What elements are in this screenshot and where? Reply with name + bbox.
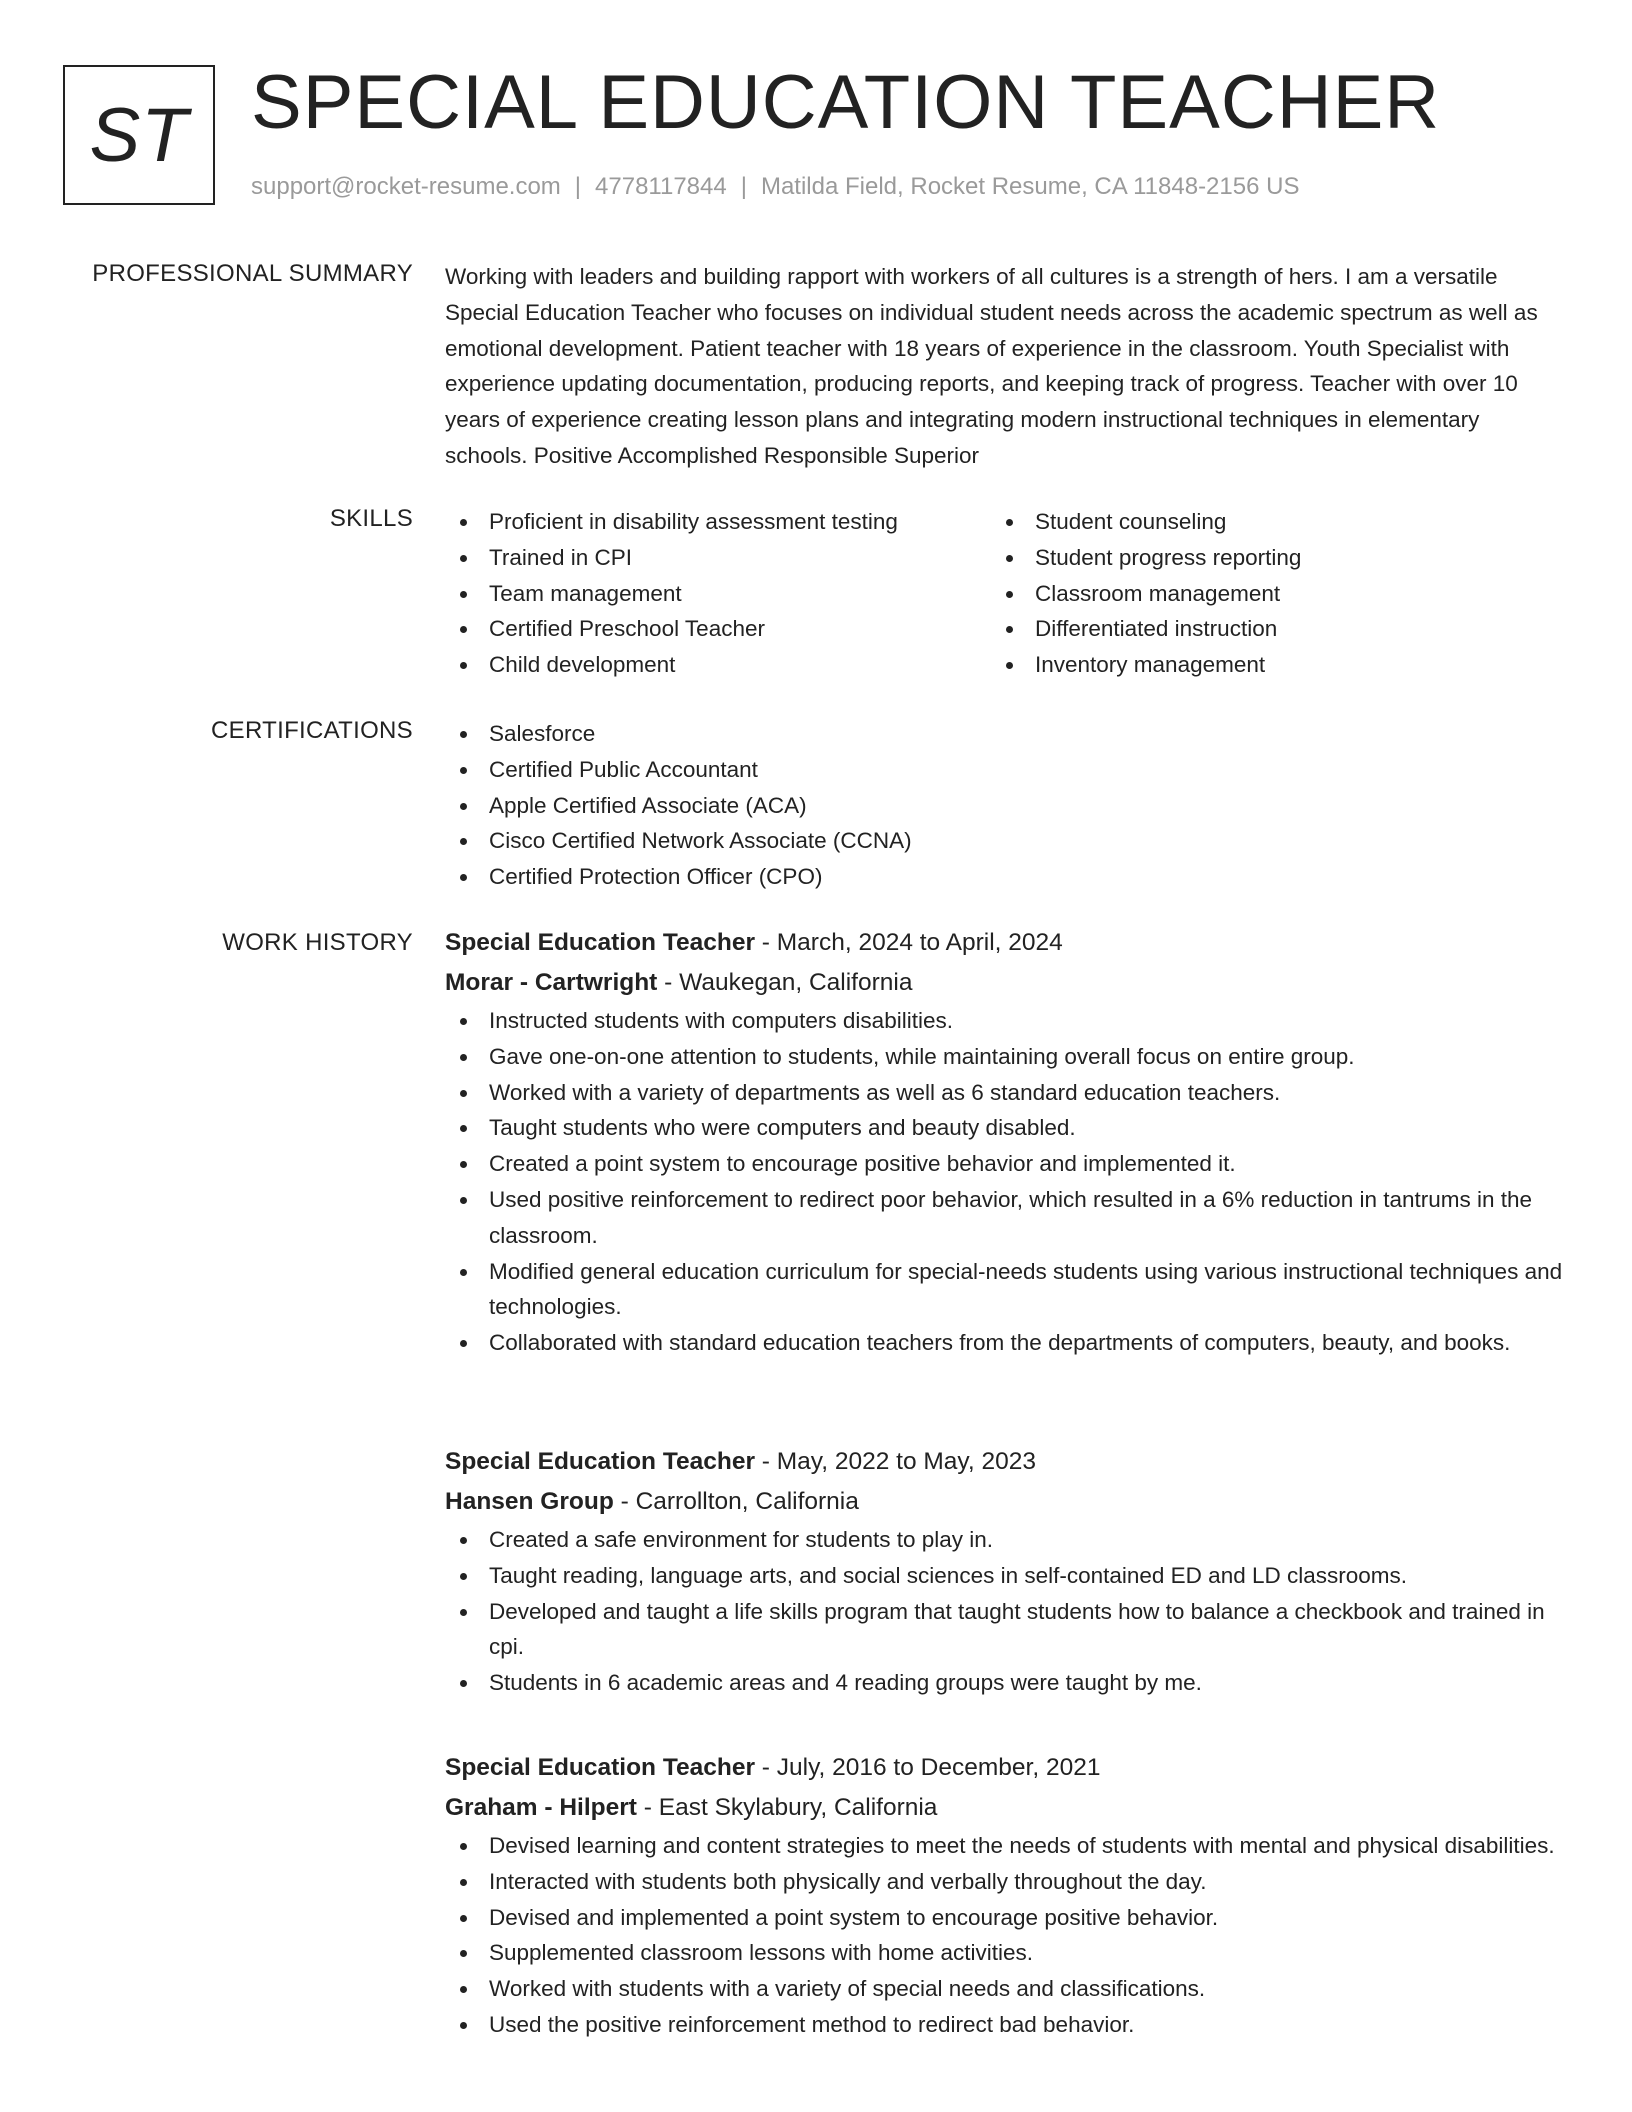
- job-duty-item: Devised learning and content strategies to meet the needs of students with mental and physical disabilities.: [445, 1828, 1555, 1864]
- summary-text: Working with leaders and building rapport with workers of all cultures is a strength of hers. I am a versatile Special Education Teacher who focuses on individual student needs across the academic spectrum as well as emotional development. Patient teacher with 18 years of experience in the classroom. Youth Specialist with experience updating documentation, producing reports, and keeping track of progress. Teacher with over 10 years of experience creating lesson plans and integrating modern instructional techniques in elementary schools. Positive Accomplished Responsible Superior: [445, 264, 1538, 468]
- job-title: Special Education Teacher: [445, 929, 755, 956]
- page-title: SPECIAL EDUCATION TEACHER: [251, 60, 1441, 145]
- job-entry: [445, 923, 1565, 1361]
- job-duty-item: Used positive reinforcement to redirect poor behavior, which resulted in a 6% reduction in tantrums in the classroom.: [445, 1182, 1565, 1254]
- job-duty-item: Supplemented classroom lessons with home activities.: [445, 1935, 1555, 1971]
- job-duty-item: Created a point system to encourage positive behavior and implemented it.: [445, 1146, 1565, 1182]
- job-duty-item: Developed and taught a life skills program that taught students how to balance a checkbook and trained in cpi.: [445, 1594, 1565, 1666]
- job-location: - East Skylabury, California: [636, 1794, 938, 1821]
- skill-item: Student progress reporting: [991, 540, 1301, 576]
- job-duty-item: Created a safe environment for students to play in.: [445, 1522, 1565, 1558]
- job-duty-item: Students in 6 academic areas and 4 reading groups were taught by me.: [445, 1665, 1565, 1701]
- job-duties-list: [445, 1522, 1565, 1701]
- job-company: Hansen Group: [445, 1488, 614, 1515]
- job-title-line: [445, 1442, 1565, 1482]
- job-duties-list: [445, 1003, 1565, 1361]
- skill-item: Team management: [445, 576, 898, 612]
- certification-item: Cisco Certified Network Associate (CCNA): [445, 823, 1565, 859]
- section-heading-summary: PROFESSIONAL SUMMARY: [92, 260, 413, 287]
- certification-item: Apple Certified Associate (ACA): [445, 788, 1565, 824]
- skills-list-right: [991, 504, 1301, 683]
- job-entry: [445, 1442, 1565, 1701]
- job-title-line: [445, 923, 1565, 963]
- job-title: Special Education Teacher: [445, 1448, 755, 1475]
- contact-separator: |: [574, 173, 582, 200]
- section-heading-certifications: CERTIFICATIONS: [211, 717, 413, 744]
- skill-item: Classroom management: [991, 576, 1301, 612]
- certification-item: Certified Protection Officer (CPO): [445, 859, 1565, 895]
- certification-item: Certified Public Accountant: [445, 752, 1565, 788]
- job-company-line: [445, 1788, 1555, 1828]
- job-company: Graham - Hilpert: [445, 1794, 637, 1821]
- job-duty-item: Taught reading, language arts, and social sciences in self-contained ED and LD classrooms.: [445, 1558, 1565, 1594]
- job-duty-item: Gave one-on-one attention to students, while maintaining overall focus on entire group.: [445, 1039, 1565, 1075]
- monogram-badge: ST: [63, 65, 215, 205]
- job-duties-list: [445, 1828, 1555, 2043]
- contact-line: [251, 173, 1299, 201]
- job-duty-item: Collaborated with standard education teachers from the departments of computers, beauty, and books.: [445, 1325, 1565, 1361]
- job-duty-item: Modified general education curriculum for special-needs students using various instructional techniques and technologies.: [445, 1254, 1565, 1326]
- job-company-line: [445, 963, 1565, 1003]
- job-duty-item: Interacted with students both physically and verbally throughout the day.: [445, 1864, 1555, 1900]
- contact-phone[interactable]: 4778117844: [595, 173, 727, 200]
- skill-item: Certified Preschool Teacher: [445, 611, 898, 647]
- job-title-line: [445, 1748, 1555, 1788]
- job-location: - Carrollton, California: [613, 1488, 859, 1515]
- job-dates: - May, 2022 to May, 2023: [754, 1448, 1036, 1475]
- job-duty-item: Taught students who were computers and beauty disabled.: [445, 1110, 1565, 1146]
- job-dates: - March, 2024 to April, 2024: [754, 929, 1063, 956]
- summary-body: [445, 259, 1565, 474]
- job-dates: - July, 2016 to December, 2021: [754, 1754, 1101, 1781]
- job-company-line: [445, 1482, 1565, 1522]
- job-entry: [445, 1748, 1555, 2043]
- job-duty-item: Instructed students with computers disabilities.: [445, 1003, 1565, 1039]
- contact-address: Matilda Field, Rocket Resume, CA 11848-2156 US: [760, 173, 1300, 200]
- job-company: Morar - Cartwright: [445, 969, 658, 996]
- skill-item: Child development: [445, 647, 898, 683]
- skill-item: Trained in CPI: [445, 540, 898, 576]
- skill-item: Proficient in disability assessment testing: [445, 504, 898, 540]
- job-location: - Waukegan, California: [657, 969, 913, 996]
- skill-item: Student counseling: [991, 504, 1301, 540]
- job-duty-item: Worked with a variety of departments as well as 6 standard education teachers.: [445, 1075, 1565, 1111]
- job-duty-item: Worked with students with a variety of special needs and classifications.: [445, 1971, 1555, 2007]
- skill-item: Differentiated instruction: [991, 611, 1301, 647]
- contact-separator: |: [740, 173, 747, 200]
- skill-item: Inventory management: [991, 647, 1301, 683]
- contact-email[interactable]: support@rocket-resume.com: [251, 173, 561, 200]
- certifications-list: [445, 716, 1565, 895]
- certification-item: Salesforce: [445, 716, 1565, 752]
- job-title: Special Education Teacher: [445, 1754, 755, 1781]
- skills-list-left: [445, 504, 898, 683]
- section-heading-work-history: WORK HISTORY: [222, 929, 413, 956]
- job-duty-item: Used the positive reinforcement method to redirect bad behavior.: [445, 2007, 1555, 2043]
- certifications-body: [445, 716, 1565, 895]
- resume-header: [63, 60, 1583, 215]
- job-duty-item: Devised and implemented a point system to encourage positive behavior.: [445, 1900, 1555, 1936]
- section-heading-skills: SKILLS: [329, 505, 413, 532]
